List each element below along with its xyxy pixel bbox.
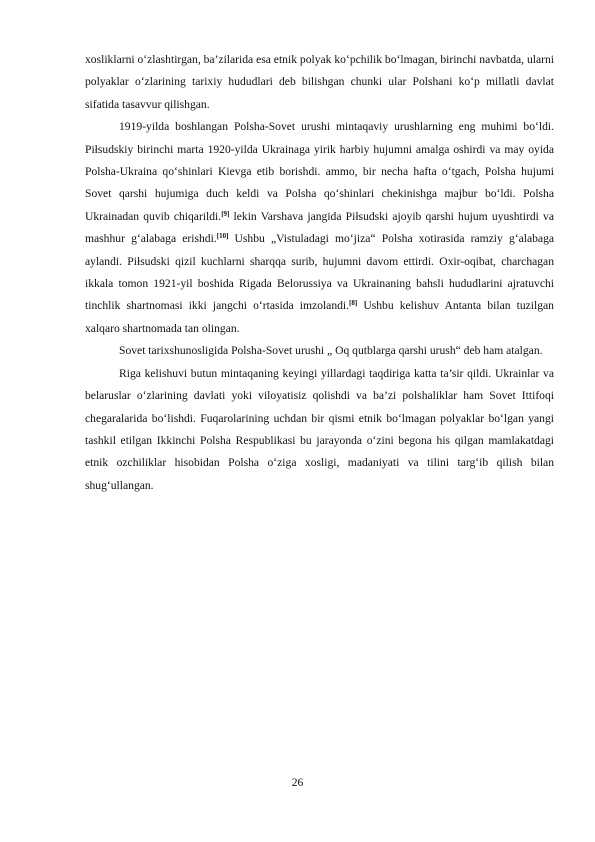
citation-ref[interactable]: [9] [221,209,230,218]
paragraph-text: Sovet tarixshunosligida Polsha-Sovet urushi „ Oq qutblarga qarshi urush“ deb ham atalgan. [119,344,543,358]
paragraph-3 [85,340,554,362]
page-number: 26 [291,776,304,789]
paragraph-text: xosliklarni o‘zlashtirgan, ba’zilarida esa etnik polyak ko‘pchilik bo‘lmagan, birinchi navbatda, ularni polyaklar o‘zlarining tarixiy hududlari deb bilishgan chunki ular Polshani ko‘p millatli davlat sifatida tasavvur qilishgan. [85,53,554,111]
citation-ref[interactable]: [8] [349,299,358,308]
paragraph-text: lekin Varshava jangida Piłsudski ajoyib qarshi hujum uyushtirdi va mashhur g‘alabaga erishdi. [85,209,554,246]
citation-ref[interactable]: [10] [216,232,229,241]
paragraph-text: 1919-yilda boshlangan Polsha-Sovet urushi mintaqaviy urushlarning eng muhimi bo‘ldi. Piłsudskiy birinchi marta 1920-yilda Ukrainaga yirik harbiy hujumni amalga oshirdi va may oyida Polsha-Ukraina qo‘shinlari Kievga etib borishdi. ammo, bir necha hafta o‘tgach, Polsha hujumi Sovet qarshi hujumiga duch keldi va Polsha qo‘shinlari chekinishga majbur bo‘ldi. Polsha Ukrainadan quvib chiqarildi. [85,120,554,223]
paragraph-text: Riga kelishuvi butun mintaqaning keyingi yillardagi taqdiriga katta ta’sir qildi. Ukrainlar va belaruslar o‘zlarining davlati yoki viloyatisiz qolishdi va ba’zi polshaliklar ham Sovet Ittifoqi chegaralarida bo‘lishdi. Fuqarolarining uchdan bir qismi etnik bo‘lmagan polyaklar bo‘lgan yangi tashkil etilgan Ikkinchi Polsha Respublikasi bu jarayonda o‘zini begona his qilgan mamlakatdagi etnik ozchiliklar hisobidan Polsha o‘ziga xosligi, madaniyati va tilini targ‘ib qilish bilan shug‘ullangan. [85,366,554,492]
paragraph-text: Ushbu kelishuv Antanta bilan tuzilgan xalqaro shartnomada tan olingan. [85,299,554,335]
paragraph-2 [85,116,554,340]
document-body [85,49,554,497]
paragraph-1 [85,49,554,116]
paragraph-text: Ushbu „Vistuladagi mo‘jiza“ Polsha xotirasida ramziy g‘alabaga aylandi. Piłsudski qizil kuchlarni sharqqa surib, hujumni davom ettirdi. Oxir-oqibat, charchagan ikkala tomon 1921-yil boshida Rigada Belorussiya va Ukrainaning bahsli hududlarini ajratuvchi tinchlik shartnomasi ikki jangchi o‘rtasida imzolandi. [85,232,555,313]
paragraph-4 [85,363,554,497]
